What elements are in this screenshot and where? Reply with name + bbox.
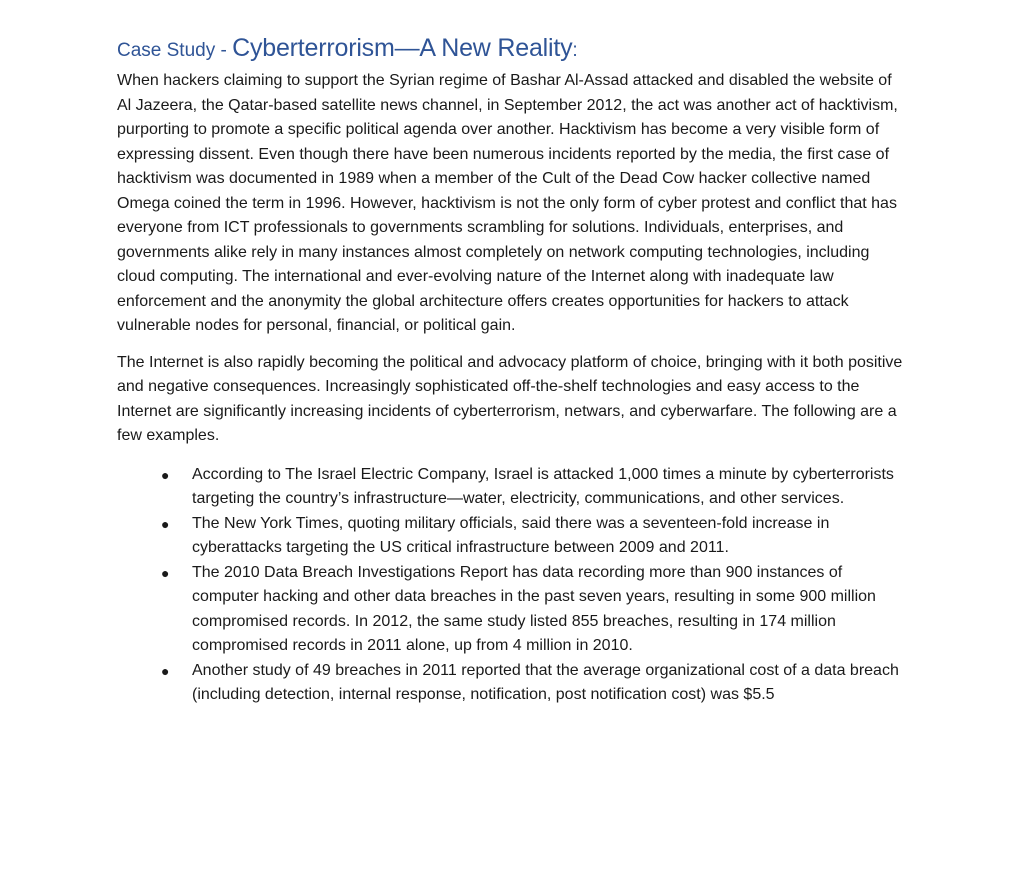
list-item-text: The 2010 Data Breach Investigations Report has data recording more than 900 instances of computer hacking and other data breaches in the past seven years, resulting in some 900 million compromised records. In 2012, the same study listed 855 breaches, resulting in 174 million compromised records in 2011 alone, up from 4 million in 2010. [192,563,876,655]
list-item [117,561,907,659]
list-item-text: The New York Times, quoting military officials, said there was a seventeen-fold increase in cyberattacks targeting the US critical infrastructure between 2009 and 2011. [192,514,830,557]
paragraph-hacktivism: When hackers claiming to support the Syrian regime of Bashar Al-Assad attacked and disabled the website of Al Jazeera, the Qatar-based satellite news channel, in September 2012, the act was another act of hacktivism, purporting to promote a specific political agenda over another. Hacktivism has become a very visible form of expressing dissent. Even though there have been numerous incidents reported by the media, the first case of hacktivism was documented in 1989 when a member of the Cult of the Dead Cow hacker collective named Omega coined the term in 1996. However, hacktivism is not the only form of cyber protest and conflict that has everyone from ICT professionals to governments scrambling for solutions. Individuals, enterprises, and governments alike rely in many instances almost completely on network computing technologies, including cloud computing. The international and ever-evolving nature of the Internet along with inadequate law enforcement and the anonymity the global architecture offers creates opportunities for hackers to attack vulnerable nodes for personal, financial, or political gain. [117,72,898,335]
heading-title: Cyberterrorism—A New Reality [232,34,573,62]
list-item [117,512,907,561]
list-item-text: Another study of 49 breaches in 2011 reported that the average organizational cost of a data breach (including detection, internal response, notification, post notification cost) was $5.5 [192,661,899,704]
examples-list [117,463,907,708]
bullet-icon: ● [161,662,170,679]
bullet-icon: ● [161,466,170,483]
paragraph-internet-platform: The Internet is also rapidly becoming the political and advocacy platform of choice, bringing with it both positive and negative consequences. Increasingly sophisticated off-the-shelf technologies and easy access to the Internet are significantly increasing incidents of cyberterrorism, netwars, and cyberwarfare. The following are a few examples. [117,353,903,445]
list-item [117,659,907,708]
heading-prefix: Case Study - [117,40,233,61]
case-study-heading [117,26,907,64]
list-item [117,463,907,512]
document-page [117,26,907,708]
bullet-icon: ● [161,564,170,581]
heading-suffix: : [572,40,578,61]
list-item-text: According to The Israel Electric Company, Israel is attacked 1,000 times a minute by cyberterrorists targeting the country’s infrastructure—water, electricity, communications, and other services. [192,465,894,508]
bullet-icon: ● [161,515,170,532]
